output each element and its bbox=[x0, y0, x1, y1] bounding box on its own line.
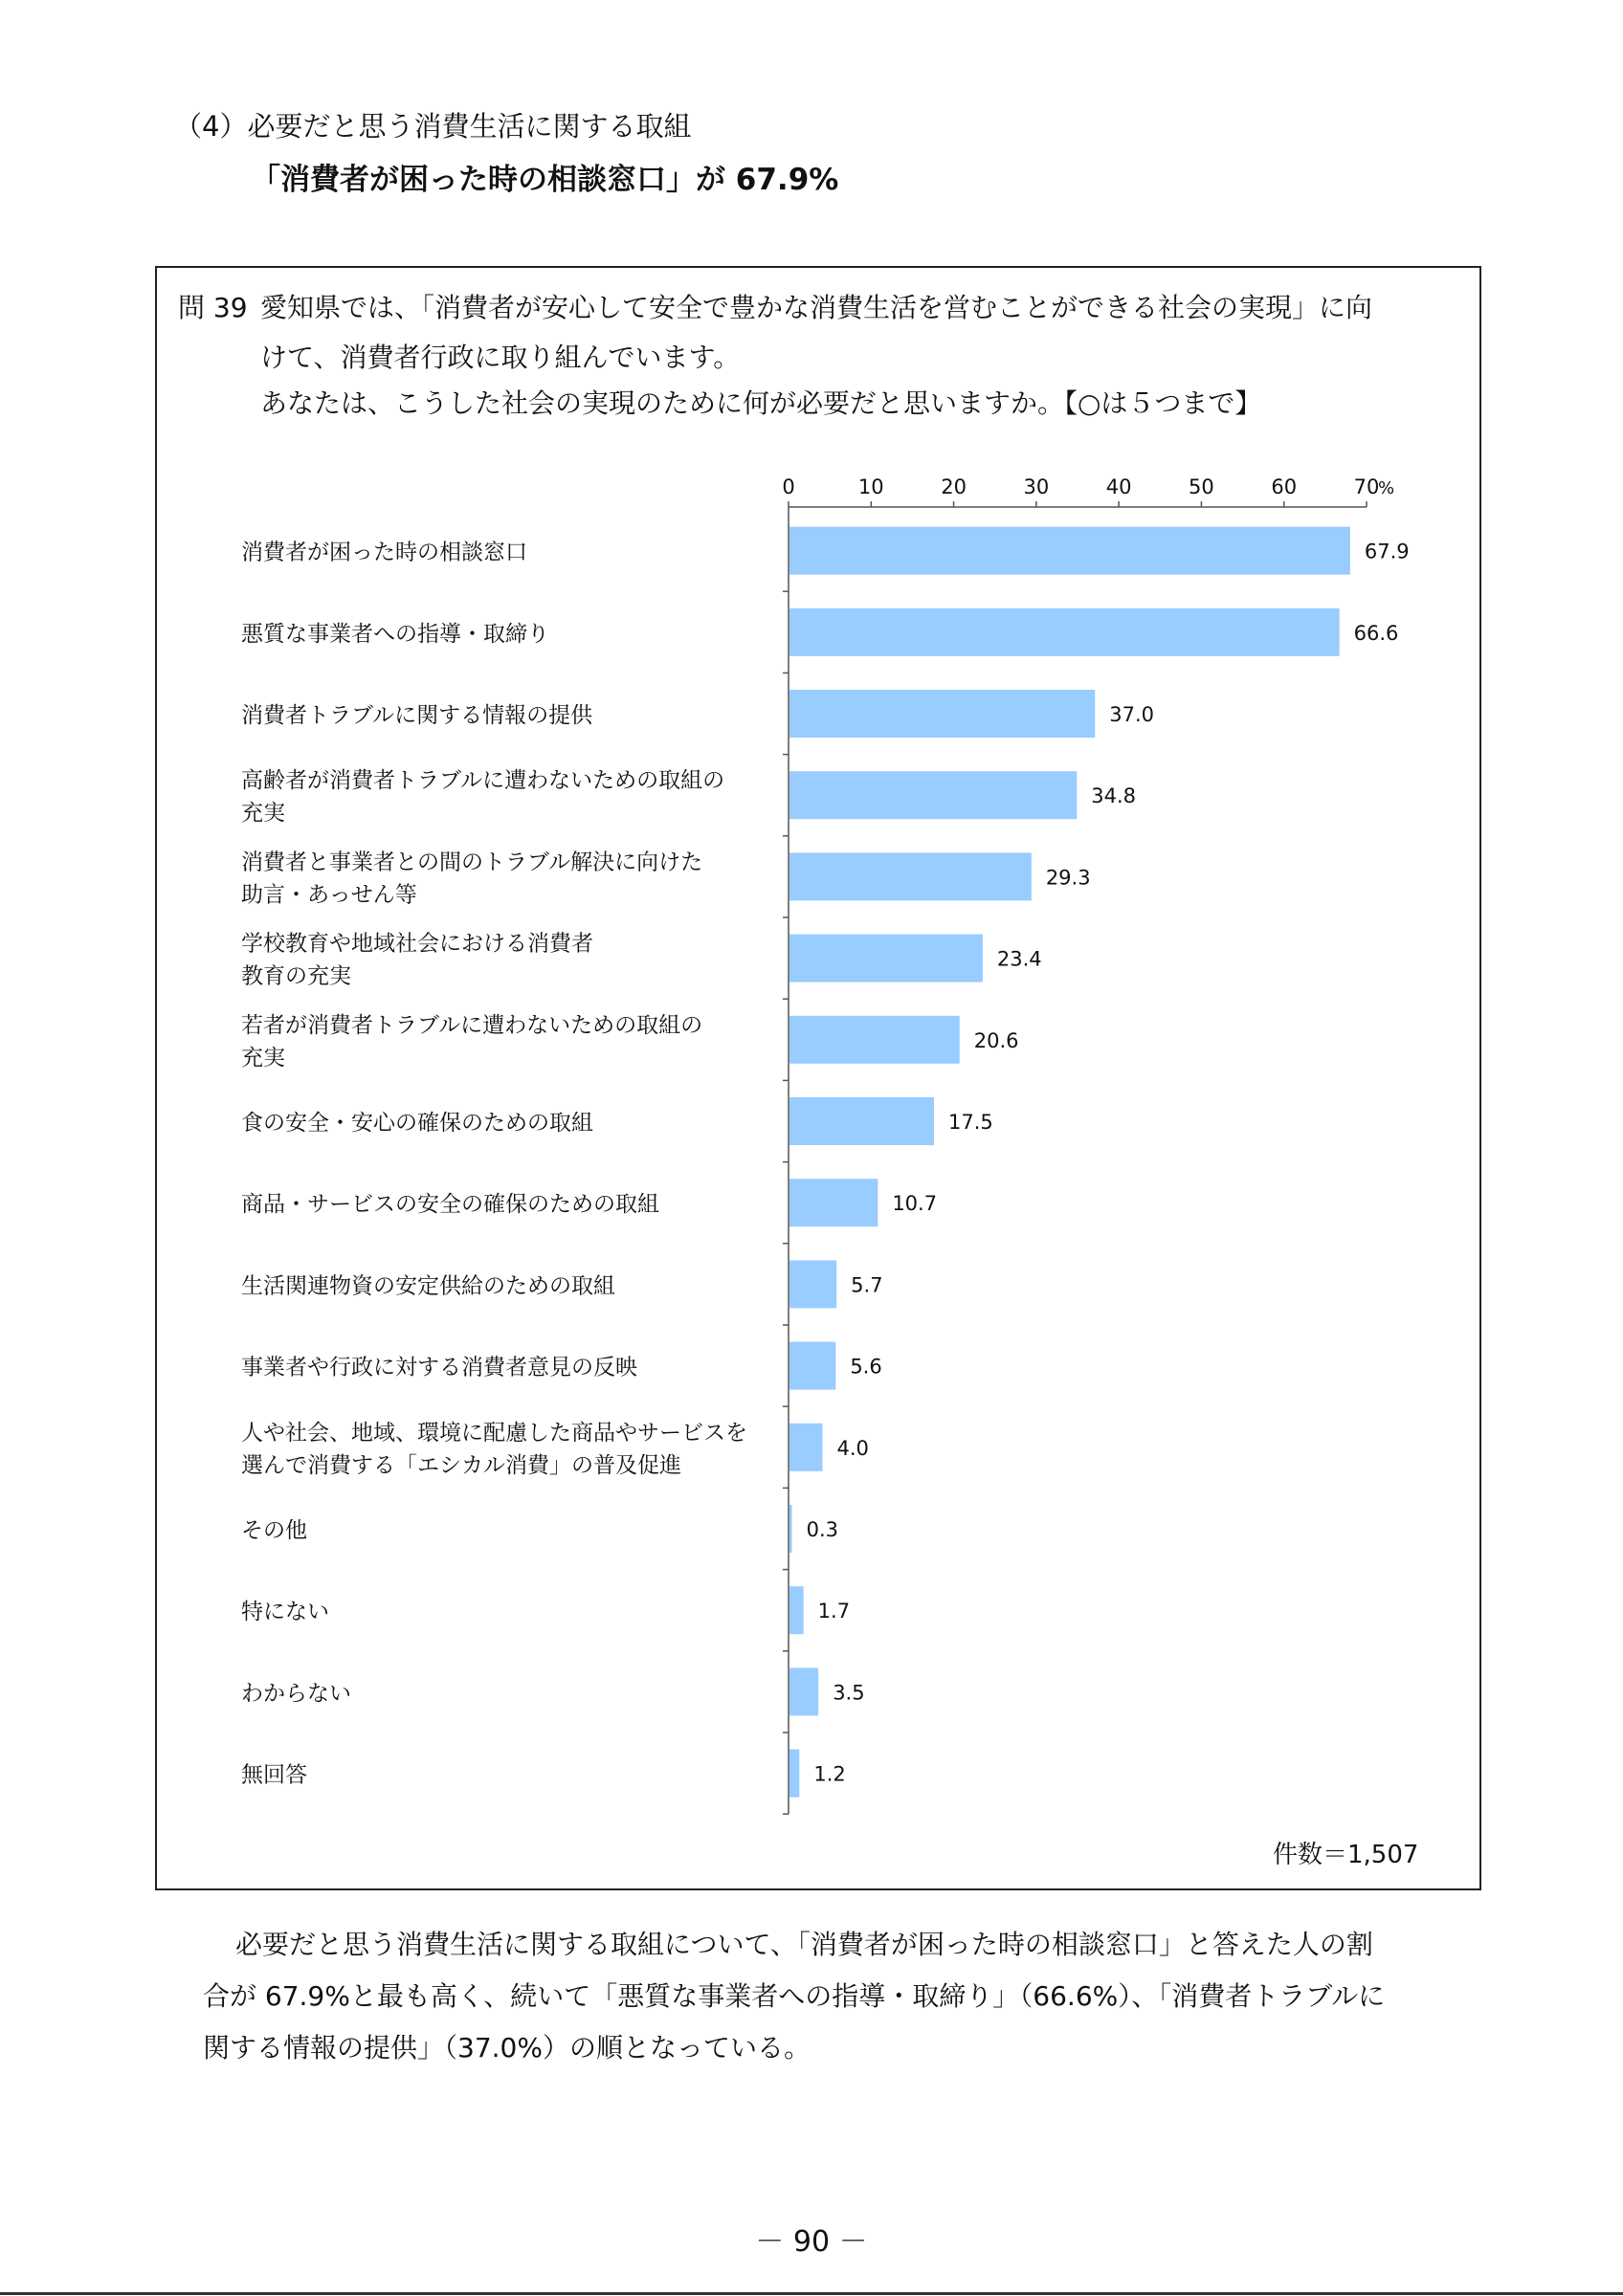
bar bbox=[789, 1586, 804, 1634]
x-tick-label: 20 bbox=[941, 475, 967, 498]
category-label: 高齢者が消費者トラブルに遭わないための取組の bbox=[241, 768, 725, 794]
value-label: 66.6 bbox=[1353, 621, 1399, 645]
question-text-line-2: けて、消費者行政に取り組んでいます。 bbox=[260, 342, 741, 373]
x-tick-label: 60 bbox=[1271, 475, 1298, 498]
x-tick-label: 50 bbox=[1189, 475, 1214, 498]
value-label: 1.7 bbox=[817, 1600, 851, 1623]
value-label: 1.2 bbox=[813, 1762, 846, 1786]
category-label: 充実 bbox=[241, 801, 285, 827]
category-label: その他 bbox=[241, 1518, 307, 1543]
bar bbox=[789, 1097, 934, 1145]
page-number: － 90 － bbox=[755, 2225, 868, 2259]
x-tick-label: 0 bbox=[782, 475, 795, 498]
value-label: 20.6 bbox=[973, 1028, 1019, 1052]
category-label: 食の安全・安心の確保のための取組 bbox=[241, 1111, 593, 1136]
category-label: 消費者と事業者との間のトラブル解決に向けた bbox=[241, 850, 703, 875]
bar bbox=[789, 690, 1095, 738]
x-tick-label: 30 bbox=[1023, 475, 1050, 498]
category-label: 教育の充実 bbox=[241, 963, 351, 989]
value-label: 37.0 bbox=[1109, 703, 1155, 726]
value-label: 4.0 bbox=[836, 1436, 869, 1460]
category-label: 消費者が困った時の相談窓口 bbox=[241, 540, 527, 565]
value-label: 67.9 bbox=[1364, 540, 1410, 563]
x-axis-unit: % bbox=[1378, 478, 1395, 498]
sample-size: 件数＝1,507 bbox=[1273, 1841, 1419, 1869]
category-label: 特にない bbox=[241, 1600, 329, 1625]
bar bbox=[789, 1179, 878, 1226]
summary-line-2: 合が 67.9%と最も高く、続いて「悪質な事業者への指導・取締り」（66.6%）、「消費者トラブルに bbox=[203, 1980, 1386, 2012]
bar bbox=[789, 852, 1032, 900]
category-label: 事業者や行政に対する消費者意見の反映 bbox=[241, 1355, 637, 1380]
category-label: 充実 bbox=[241, 1045, 285, 1071]
bar bbox=[789, 527, 1350, 575]
x-tick-label: 10 bbox=[857, 475, 884, 498]
section-subheading: 「消費者が困った時の相談窓口」が 67.9% bbox=[251, 163, 839, 197]
bar bbox=[789, 1016, 960, 1064]
section-heading: （4）必要だと思う消費生活に関する取組 bbox=[174, 110, 692, 143]
category-label: 若者が消費者トラブルに遭わないための取組の bbox=[241, 1012, 703, 1038]
bar bbox=[789, 1750, 799, 1798]
bar bbox=[789, 608, 1340, 656]
summary-line-1: 必要だと思う消費生活に関する取組について、「消費者が困った時の相談窓口」と答えた人の割 bbox=[235, 1929, 1373, 1960]
category-label: 助言・あっせん等 bbox=[241, 882, 417, 908]
bar bbox=[789, 1260, 836, 1308]
value-label: 29.3 bbox=[1045, 866, 1091, 890]
category-label: 人や社会、地域、環境に配慮した商品やサービスを bbox=[241, 1420, 747, 1446]
category-label: 商品・サービスの安全の確保のための取組 bbox=[241, 1192, 659, 1218]
value-label: 34.8 bbox=[1091, 784, 1137, 808]
category-label: 無回答 bbox=[241, 1762, 307, 1788]
category-label: 学校教育や地域社会における消費者 bbox=[241, 931, 593, 957]
question-text-line-3: あなたは、こうした社会の実現のために何が必要だと思いますか。【○は５つまで】 bbox=[260, 387, 1262, 419]
question-number: 問 39 bbox=[178, 292, 248, 323]
bar bbox=[789, 1667, 818, 1715]
category-label: 悪質な事業者への指導・取締り bbox=[241, 621, 549, 647]
category-label: 生活関連物資の安定供給のための取組 bbox=[241, 1273, 615, 1299]
value-label: 0.3 bbox=[806, 1518, 838, 1541]
bar bbox=[789, 771, 1077, 819]
bar bbox=[789, 1424, 823, 1471]
x-tick-label: 70 bbox=[1353, 475, 1380, 498]
summary-line-3: 関する情報の提供」（37.0%）の順となっている。 bbox=[203, 2032, 811, 2064]
category-label: わからない bbox=[241, 1681, 351, 1707]
x-tick-label: 40 bbox=[1105, 475, 1132, 498]
value-label: 17.5 bbox=[948, 1111, 993, 1134]
value-label: 5.7 bbox=[851, 1273, 883, 1297]
question-text-line-1: 愛知県では、「消費者が安心して安全で豊かな消費生活を営むことができる社会の実現」に向 bbox=[260, 292, 1373, 323]
category-label: 選んで消費する「エシカル消費」の普及促進 bbox=[241, 1452, 681, 1478]
value-label: 23.4 bbox=[996, 947, 1042, 971]
value-label: 5.6 bbox=[850, 1355, 882, 1379]
category-label: 消費者トラブルに関する情報の提供 bbox=[241, 703, 593, 728]
bar bbox=[789, 1505, 792, 1553]
summary-text bbox=[203, 1919, 1476, 2074]
bar bbox=[789, 1342, 835, 1390]
bottom-rule bbox=[0, 2292, 1623, 2295]
value-label: 3.5 bbox=[833, 1681, 865, 1705]
value-label: 10.7 bbox=[892, 1192, 938, 1216]
bar bbox=[789, 935, 983, 982]
